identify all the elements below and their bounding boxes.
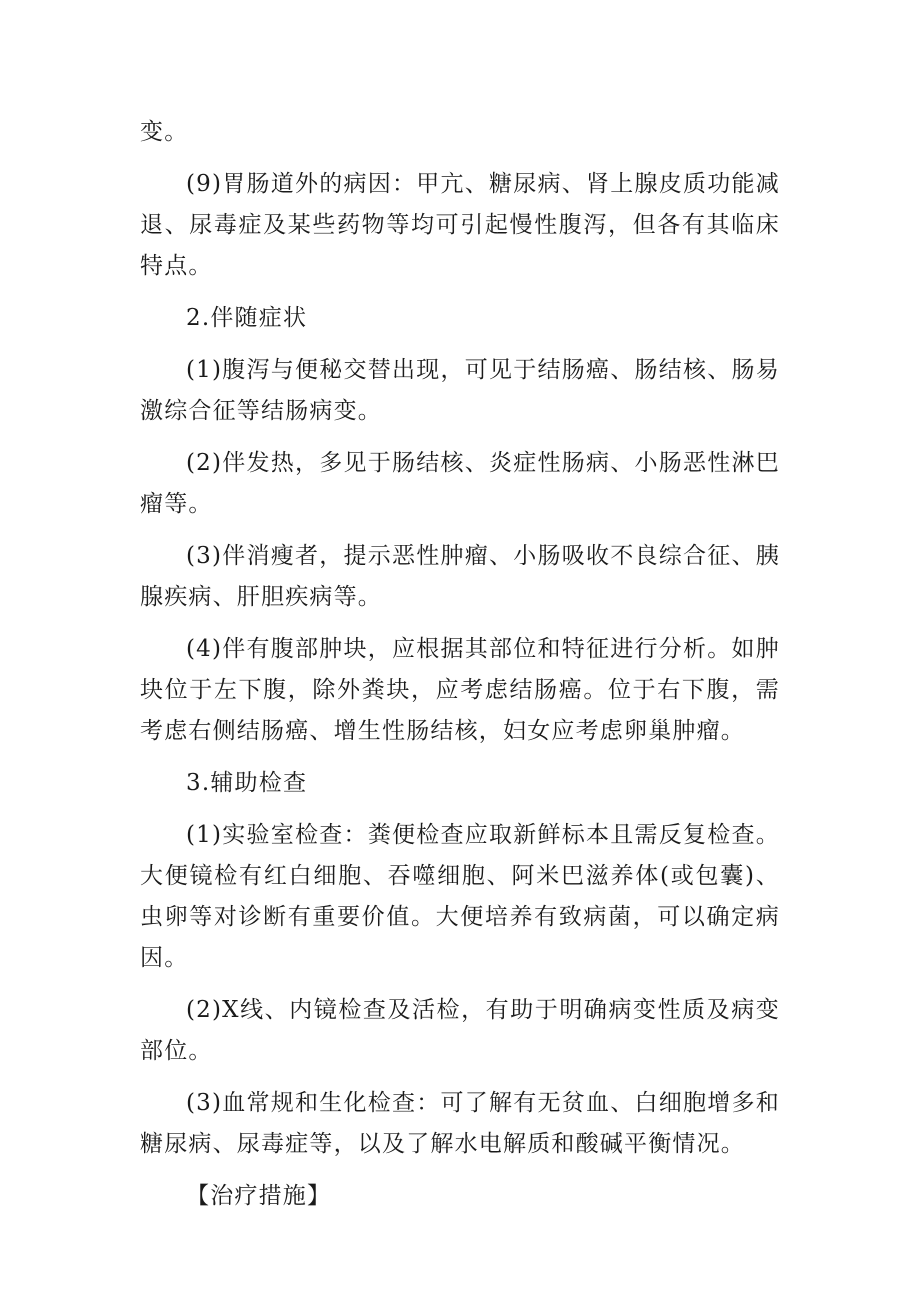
paragraph-symptom-3: (3)伴消瘦者，提示恶性肿瘤、小肠吸收不良综合征、胰腺疾病、肝胆疾病等。 xyxy=(140,543,780,610)
paragraph-exam-1: (1)实验室检查：粪便检查应取新鲜标本且需反复检查。大便镜检有红白细胞、吞噬细胞、阿米巴滋养体(或包囊)、虫卵等对诊断有重要价值。大便培养有致病菌，可以确定病因。 xyxy=(140,822,780,971)
paragraph-symptom-1: (1)腹泻与便秘交替出现，可见于结肠癌、肠结核、肠易激综合征等结肠病变。 xyxy=(140,357,780,424)
section-heading-auxiliary-exam: 3.辅助检查 xyxy=(186,770,308,796)
section-heading-treatment: 【治疗措施】 xyxy=(186,1183,332,1209)
paragraph-exam-3: (3)血常规和生化检查：可了解有无贫血、白细胞增多和糖尿病、尿毒症等，以及了解水电解质和酸碱平衡情况。 xyxy=(140,1090,780,1157)
paragraph-symptom-2: (2)伴发热，多见于肠结核、炎症性肠病、小肠恶性淋巴瘤等。 xyxy=(140,450,780,517)
paragraph-symptom-4: (4)伴有腹部肿块，应根据其部位和特征进行分析。如肿块位于左下腹，除外粪块，应考虑结肠癌。位于右下腹，需考虑右侧结肠癌、增生性肠结核，妇女应考虑卵巢肿瘤。 xyxy=(140,636,780,744)
section-heading-accompanying-symptoms: 2.伴随症状 xyxy=(186,305,308,331)
paragraph-exam-2: (2)X线、内镜检查及活检，有助于明确病变性质及病变部位。 xyxy=(140,997,780,1064)
paragraph-continuation: 变。 xyxy=(140,119,189,145)
paragraph-extra-intestinal-causes: (9)胃肠道外的病因：甲亢、糖尿病、肾上腺皮质功能减退、尿毒症及某些药物等均可引起慢性腹泻，但各有其临床特点。 xyxy=(140,171,780,279)
document-page xyxy=(140,112,780,1228)
